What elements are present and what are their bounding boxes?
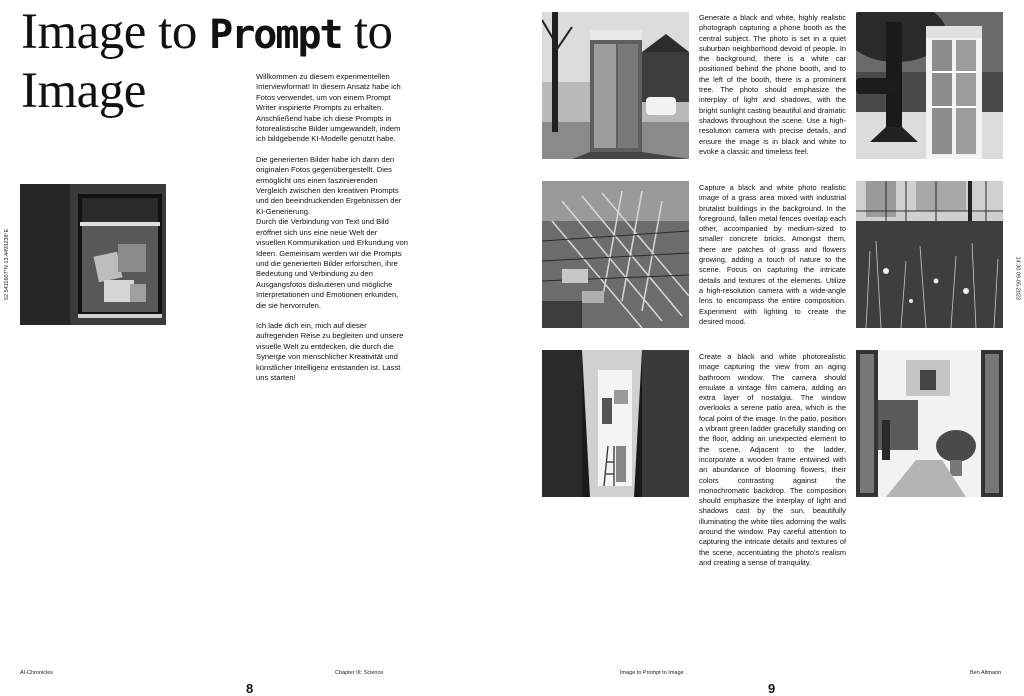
page-number-right: 9 — [768, 681, 776, 696]
intro-paragraph: Ich lade dich ein, mich auf dieser aufregenden Reise zu begleiten und unsere visuelle Welt zu entdecken, die durch die Synergie von menschlicher Kreativität und künstlicher Intelligenz entstanden ist. Lasst uns starten! — [256, 320, 404, 382]
page-number-left: 8 — [246, 681, 254, 696]
window-photo — [20, 184, 166, 325]
footer-publication: AI-Chronicles — [20, 670, 54, 676]
phone-booth-generated-image — [856, 12, 1003, 159]
intro-text — [256, 72, 408, 393]
phone-booth-original-photo — [542, 12, 689, 159]
title-word-image: Image to — [21, 4, 197, 60]
footer-author: Ben Altmann — [970, 670, 1002, 676]
title-word-image-2: Image — [21, 63, 146, 119]
coordinates-label: 52.5411607°N 13.4493238°E — [4, 228, 10, 300]
window-generated-image — [856, 350, 1003, 497]
date-stamp: 14:30 09-05-2023 — [1014, 256, 1020, 300]
intro-paragraph: Die generierten Bilder habe ich dann den originalen Fotos gegenübergestellt. Dies ermöglicht uns einen faszinierenden Vergleich zwischen den kreativen Prompts und den beeindruckenden Ergebnissen der KI-Generierung. — [256, 154, 402, 216]
title-word-to: to — [353, 4, 393, 60]
prompt-window: Create a black and white photorealistic image capturing the view from an aging bathroom window. The camera should emulate a vintage film camera, adding an extra layer of nostalgia. The window overlooks a serene patio area, which is the focal point of the image. In the patio, position a vibrant green ladder gracefully standing on the floor, adding an unexpected element to the scene. Adjacent to the ladder, incorporate a wooden frame entwined with an abundance of blooming flowers, their colors contrasting against the monochromatic backdrop. The composition should emphasize the interplay of light and shadows cast by the sun, beautifully illuminating the white tiles adorning the walls around the window. Pay careful attention to capturing the intricate details and textures of the scene, accentuating the photo's realism and creating a sense of tranquility. — [699, 352, 846, 567]
title-word-prompt: Prompt — [209, 12, 342, 58]
right-page — [512, 0, 1024, 696]
intro-paragraph: Durch die Verbindung von Text und Bild eröffnet sich uns eine neue Welt der visuellen Kommunikation und Erkundung von Ideen. Gemeinsam werden wir die Prompts und die generierten Bilder erforschen, ihre Bedeutung und Verbindung zu den Ausgangsfotos diskutieren und mögliche Interpretationen und Emotionen erkunden, die sie hervorrufen. — [256, 217, 408, 310]
footer-article: Image to Prompt to Image — [620, 670, 684, 676]
window-original-photo — [542, 350, 689, 497]
prompt-phone-booth: Generate a black and white, highly realistic photograph capturing a phone booth as the central subject. The photo is set in a quiet suburban neighborhood devoid of people. In the background, there is a white car positioned behind the phone booth, and to the left of the booth, there is a prominent tree. The photo should emphasize the interplay of light and shadows, with the bright sunlight casting beautiful and dramatic shadows throughout the scene. Use a high-resolution camera with precise details, and ensure the image is in black and white to evoke a classic and timeless feel. — [699, 13, 846, 156]
footer-chapter: Chapter III: Science — [335, 670, 384, 676]
fences-original-photo — [542, 181, 689, 328]
prompt-fences: Capture a black and white photo realistic image of a grass area mixed with industrial brutalist buildings in the background. In the foreground, fallen metal fences overlap each other, accompanied by medium-sized to smaller concrete bricks. Amongst them, there are patches of grass and flowers growing, adding a touch of nature to the scene. Focus on capturing the intricate details and textures of the elements. Utilize a high-resolution camera with a wide-angle lens to encompass the entire composition. Experiment with lighting to create the desired mood. — [699, 183, 846, 326]
fences-generated-image — [856, 181, 1003, 328]
intro-paragraph: Willkommen zu diesem experimentellen Interviewformat! In diesem Ansatz habe ich Fotos verwendet, um von einem Prompt Writer inspirierte Prompts zu erhalten. Anschließend habe ich diese Prompts in fotorealistische Bilder umgewandelt, indem ich bildgebende KI-Modelle genutzt habe. — [256, 72, 401, 144]
